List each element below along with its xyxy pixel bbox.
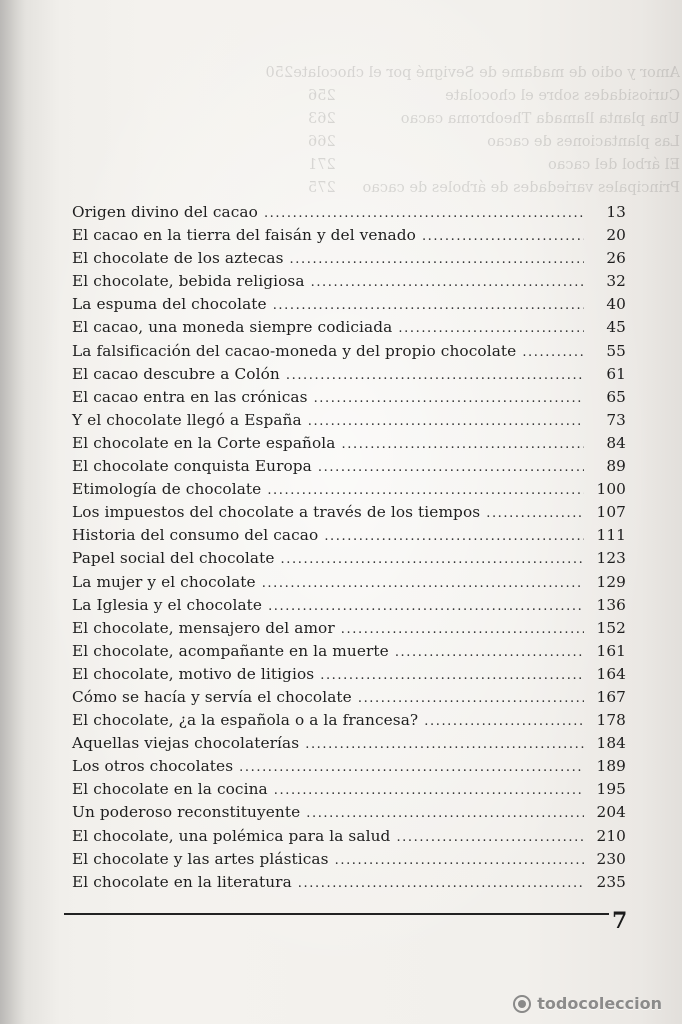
toc-entry-title: El chocolate en la literatura (72, 872, 292, 891)
show-through-line (265, 62, 680, 85)
toc-entry-title: Los otros chocolates (72, 757, 234, 776)
toc-entry (72, 801, 626, 824)
toc-entry-page: 40 (606, 295, 626, 314)
dot-leader (268, 595, 584, 618)
toc-entry-title: El chocolate, motivo de litigios (72, 664, 315, 683)
toc-entry (72, 386, 626, 409)
toc-entry-page: 195 (596, 780, 626, 799)
toc-entry-page: 189 (596, 757, 626, 776)
toc-entry (72, 755, 626, 778)
toc-entry (72, 848, 626, 871)
toc-entry (72, 201, 626, 224)
show-through-page: 250 (265, 65, 294, 81)
toc-entry (72, 778, 626, 801)
toc-entry-page: 136 (596, 595, 626, 614)
toc-entry-page: 107 (596, 503, 626, 522)
toc-entry-page: 164 (596, 664, 626, 683)
toc-entry-title: La Iglesia y el chocolate (72, 595, 263, 614)
dot-leader (314, 387, 584, 410)
toc-entry-title: El chocolate, ¿a la española o a la francesa? (72, 711, 419, 730)
show-through-page: 275 (308, 180, 336, 197)
toc-entry-title: El cacao en la tierra del faisán y del venado (72, 226, 416, 245)
toc-entry-title: El cacao, una moneda siempre codiciada (72, 318, 393, 337)
toc-entry-page: 13 (606, 203, 626, 221)
toc-entry-page: 184 (596, 734, 626, 753)
show-through-line (308, 177, 680, 200)
toc-entry-page: 20 (606, 226, 626, 245)
toc-entry (72, 640, 626, 663)
show-through-text (265, 62, 680, 201)
show-through-title: Principales variedades de árboles de cacao (362, 180, 680, 197)
toc-entry (72, 247, 626, 270)
dot-leader (290, 248, 584, 271)
toc-entry-title: El cacao entra en las crónicas (72, 387, 308, 406)
show-through-line (308, 108, 680, 131)
toc-entry-title: El chocolate, mensajero del amor (72, 618, 335, 637)
dot-leader (273, 294, 584, 317)
show-through-title: Una planta llamada Theobroma cacao (400, 111, 680, 128)
toc-entry-page: 167 (596, 687, 626, 706)
dot-leader (239, 756, 584, 779)
dot-leader (398, 317, 584, 340)
dot-leader (305, 733, 584, 756)
dot-leader (324, 525, 584, 548)
dot-leader (522, 341, 584, 364)
show-through-title: Amor y odio de madame de Sevigné por el chocolate (293, 65, 680, 81)
toc-entry (72, 270, 626, 293)
show-through-title: Curiosidades sobre el chocolate (445, 88, 680, 105)
toc-entry (72, 825, 626, 848)
toc-entry (72, 409, 626, 432)
toc-entry-title: Etimología de chocolate (72, 480, 262, 499)
toc-entry-title: El chocolate en la cocina (72, 780, 268, 799)
toc-entry (72, 363, 626, 386)
dot-leader (298, 872, 584, 895)
toc-entry (72, 478, 626, 501)
toc-entry-title: El chocolate, una polémica para la salud (72, 826, 391, 845)
toc-entry-page: 73 (606, 410, 626, 429)
show-through-page: 271 (308, 157, 336, 174)
toc-entry-page: 178 (596, 711, 626, 730)
toc-entry-page: 45 (606, 318, 626, 337)
toc-entry-page: 100 (596, 480, 626, 499)
dot-leader (422, 225, 584, 248)
toc-entry (72, 594, 626, 617)
toc-entry-title: Aquellas viejas chocolaterías (72, 734, 300, 753)
dot-leader (342, 433, 584, 456)
dot-leader (486, 502, 584, 525)
dot-leader (311, 271, 584, 294)
toc-entry-title: Historia del consumo del cacao (72, 526, 319, 545)
toc-entry (72, 686, 626, 709)
toc-entry-page: 123 (596, 549, 626, 568)
toc-entry-page: 111 (596, 526, 626, 545)
toc-entry-title: El chocolate, bebida religiosa (72, 272, 305, 291)
toc-entry-title: El chocolate conquista Europa (72, 457, 312, 476)
toc-entry (72, 340, 626, 363)
toc-entry-title: El chocolate, acompañante en la muerte (72, 641, 389, 660)
toc-entry-page: 161 (596, 641, 626, 660)
toc-entry (72, 709, 626, 732)
toc-entry-title: Origen divino del cacao (72, 203, 258, 221)
dot-leader (286, 364, 584, 387)
dot-leader (308, 410, 584, 433)
toc-entry (72, 293, 626, 316)
table-of-contents (72, 201, 626, 894)
toc-entry-title: Cómo se hacía y servía el chocolate (72, 687, 352, 706)
toc-entry-title: Papel social del chocolate (72, 549, 275, 568)
toc-entry-page: 26 (606, 249, 626, 268)
watermark-text: todocoleccion (537, 994, 662, 1013)
show-through-line (308, 154, 680, 177)
dot-leader (424, 710, 584, 733)
dot-leader (320, 664, 584, 687)
toc-entry-page: 230 (596, 849, 626, 868)
toc-entry (72, 501, 626, 524)
toc-entry (72, 732, 626, 755)
footer-rule (64, 913, 609, 915)
toc-entry-page: 84 (606, 433, 626, 452)
toc-entry-title: Y el chocolate llegó a España (72, 410, 302, 429)
toc-entry (72, 316, 626, 339)
toc-entry-page: 204 (596, 803, 626, 822)
toc-entry-title: La mujer y el chocolate (72, 572, 256, 591)
toc-entry-page: 210 (596, 826, 626, 845)
show-through-page: 266 (308, 134, 336, 151)
dot-leader (274, 779, 584, 802)
dot-leader (306, 802, 584, 825)
toc-entry-page: 89 (606, 457, 626, 476)
binding-gutter-shadow (0, 0, 26, 1024)
toc-entry-page: 129 (596, 572, 626, 591)
show-through-title: Las plantaciones de cacao (487, 134, 680, 151)
toc-entry (72, 455, 626, 478)
dot-leader (395, 641, 584, 664)
toc-entry (72, 871, 626, 894)
toc-entry-page: 65 (606, 387, 626, 406)
toc-entry-page: 32 (606, 272, 626, 291)
toc-entry-title: El chocolate y las artes plásticas (72, 849, 329, 868)
show-through-page: 263 (308, 111, 336, 128)
show-through-title: El árbol del cacao (547, 157, 680, 174)
dot-leader (358, 687, 584, 710)
toc-entry (72, 663, 626, 686)
toc-entry (72, 617, 626, 640)
dot-leader (335, 849, 584, 872)
toc-entry (72, 524, 626, 547)
toc-entry-page: 61 (606, 364, 626, 383)
dot-leader (281, 548, 584, 571)
toc-entry-page: 152 (596, 618, 626, 637)
toc-entry (72, 571, 626, 594)
toc-entry-title: La falsificación del cacao-moneda y del propio chocolate (72, 341, 517, 360)
toc-entry-page: 55 (606, 341, 626, 360)
dot-leader (318, 456, 584, 479)
dot-leader (262, 572, 584, 595)
watermark (513, 994, 662, 1013)
toc-entry (72, 547, 626, 570)
toc-entry-title: El chocolate de los aztecas (72, 249, 284, 268)
toc-entry-title: El cacao descubre a Colón (72, 364, 280, 383)
watermark-logo-icon (513, 995, 531, 1013)
toc-entry (72, 432, 626, 455)
toc-entry-title: El chocolate en la Corte española (72, 433, 336, 452)
show-through-line (308, 85, 680, 108)
dot-leader (267, 479, 584, 502)
dot-leader (264, 202, 584, 225)
toc-entry-title: Los impuestos del chocolate a través de los tiempos (72, 503, 481, 522)
page-number: 7 (612, 908, 628, 934)
show-through-page: 256 (308, 88, 336, 105)
dot-leader (341, 618, 584, 641)
show-through-line (308, 131, 680, 154)
toc-entry (72, 224, 626, 247)
toc-entry-page: 235 (596, 872, 626, 891)
dot-leader (396, 826, 584, 849)
toc-entry-title: Un poderoso reconstituyente (72, 803, 301, 822)
toc-entry-title: La espuma del chocolate (72, 295, 267, 314)
